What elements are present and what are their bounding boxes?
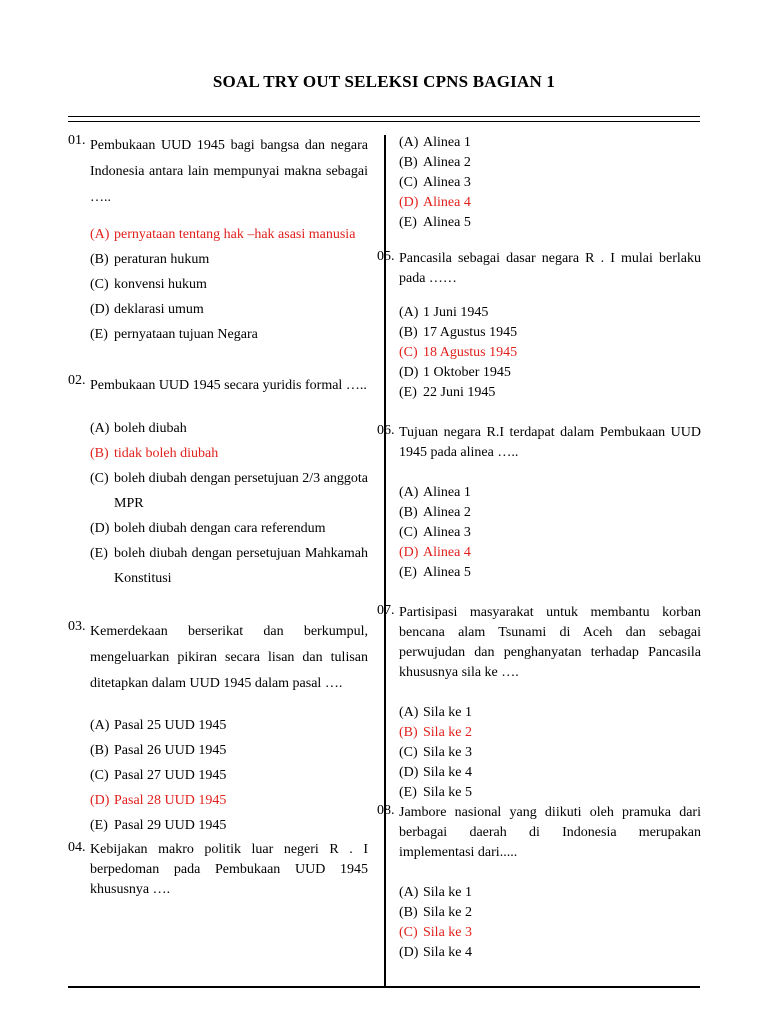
option-label: (A): [399, 885, 419, 900]
option-text: boleh diubah dengan persetujuan Mahkamah Konstitusi: [114, 546, 368, 586]
question-02: [68, 373, 368, 591]
option-text: deklarasi umum: [114, 302, 204, 317]
option-c[interactable]: [377, 343, 701, 363]
option-text: 17 Agustus 1945: [423, 325, 518, 340]
option-label: (E): [399, 785, 417, 800]
option-label: (A): [399, 305, 419, 320]
option-b[interactable]: [68, 441, 368, 466]
option-label: (A): [399, 705, 419, 720]
header-rule-top: [68, 116, 700, 117]
option-d[interactable]: [377, 763, 701, 783]
option-e[interactable]: [68, 813, 368, 838]
option-label: (C): [399, 925, 418, 940]
option-c[interactable]: [68, 763, 368, 788]
question-text: Pembukaan UUD 1945 bagi bangsa dan negara Indonesia antara lain mempunyai makna sebagai …..: [90, 138, 368, 205]
option-label: (D): [399, 945, 419, 960]
option-label: (E): [90, 818, 108, 833]
option-text: Pasal 29 UUD 1945: [114, 818, 227, 833]
option-text: pernyataan tentang hak –hak asasi manusia: [114, 227, 356, 242]
option-d[interactable]: [377, 193, 701, 213]
option-list: [377, 303, 701, 403]
option-label: (B): [399, 725, 418, 740]
question-03: [68, 619, 368, 838]
option-text: 22 Juni 1945: [423, 385, 496, 400]
option-c[interactable]: [377, 923, 701, 943]
option-a[interactable]: [377, 483, 701, 503]
question-06: [377, 423, 701, 583]
option-text: boleh diubah dengan cara referendum: [114, 521, 326, 536]
question-number: 08.: [377, 803, 395, 818]
option-d[interactable]: [68, 297, 368, 322]
option-list: [68, 416, 368, 591]
option-e[interactable]: [377, 783, 701, 803]
option-text: Sila ke 2: [423, 725, 472, 740]
option-label: (B): [399, 155, 418, 170]
question-number: 05.: [377, 249, 395, 264]
option-label: (B): [90, 252, 109, 267]
question-07: [377, 603, 701, 803]
option-b[interactable]: [377, 153, 701, 173]
option-text: Sila ke 3: [423, 745, 472, 760]
question-05: [377, 249, 701, 403]
option-b[interactable]: [377, 903, 701, 923]
option-label: (A): [399, 135, 419, 150]
option-e[interactable]: [68, 541, 368, 591]
question-text: Tujuan negara R.I terdapat dalam Pembukaan UUD 1945 pada alinea …..: [399, 425, 701, 460]
option-list: [68, 222, 368, 347]
option-text: Sila ke 1: [423, 705, 472, 720]
option-text: Pasal 28 UUD 1945: [114, 793, 227, 808]
option-label: (A): [399, 485, 419, 500]
option-b[interactable]: [68, 247, 368, 272]
option-list: [377, 703, 701, 803]
option-text: Sila ke 1: [423, 885, 472, 900]
option-text: 18 Agustus 1945: [423, 345, 518, 360]
question-text: Pancasila sebagai dasar negara R . I mulai berlaku pada ……: [399, 251, 701, 286]
option-c[interactable]: [377, 523, 701, 543]
option-label: (E): [90, 327, 108, 342]
question-number: 04.: [68, 840, 86, 855]
option-text: boleh diubah: [114, 421, 187, 436]
option-c[interactable]: [377, 743, 701, 763]
question-04: [68, 840, 368, 900]
option-text: Alinea 1: [423, 485, 471, 500]
option-text: Sila ke 4: [423, 765, 472, 780]
question-text: Kebijakan makro politik luar negeri R . I berpedoman pada Pembukaan UUD 1945 khususnya ….: [90, 842, 368, 897]
option-text: konvensi hukum: [114, 277, 207, 292]
question-text: Kemerdekaan berserikat dan berkumpul, mengeluarkan pikiran secara lisan dan tulisan ditetapkan dalam UUD 1945 dalam pasal ….: [90, 624, 368, 691]
option-label: (D): [399, 545, 419, 560]
option-label: (B): [399, 325, 418, 340]
option-b[interactable]: [377, 323, 701, 343]
option-d[interactable]: [377, 363, 701, 383]
option-text: 1 Juni 1945: [423, 305, 489, 320]
option-label: (D): [399, 195, 419, 210]
question-04-option-list: [377, 133, 701, 233]
option-text: Alinea 2: [423, 155, 471, 170]
option-text: Pasal 26 UUD 1945: [114, 743, 227, 758]
option-text: Alinea 5: [423, 215, 471, 230]
option-text: Sila ke 4: [423, 945, 472, 960]
option-e[interactable]: [377, 563, 701, 583]
right-column: [377, 133, 701, 963]
option-d[interactable]: [377, 543, 701, 563]
option-d[interactable]: [68, 788, 368, 813]
option-e[interactable]: [377, 383, 701, 403]
option-c[interactable]: [68, 272, 368, 297]
question-number: 01.: [68, 133, 86, 148]
option-a[interactable]: [377, 303, 701, 323]
option-text: boleh diubah dengan persetujuan 2/3 anggota MPR: [114, 471, 368, 511]
option-label: (B): [90, 446, 109, 461]
option-text: Pasal 27 UUD 1945: [114, 768, 227, 783]
question-text: Partisipasi masyarakat untuk membantu korban bencana alam Tsunami di Aceh dan sebagai perwujudan dan penghanyatan terhadap Pancasila khususnya sila ke ….: [399, 605, 701, 680]
option-c[interactable]: [377, 173, 701, 193]
header-rule-bottom: [68, 121, 700, 122]
option-label: (C): [399, 745, 418, 760]
option-a[interactable]: [377, 883, 701, 903]
option-label: (C): [90, 768, 109, 783]
question-number: 03.: [68, 619, 86, 634]
footer-rule: [68, 986, 700, 988]
option-label: (C): [399, 175, 418, 190]
option-label: (B): [399, 505, 418, 520]
option-text: Alinea 2: [423, 505, 471, 520]
option-a[interactable]: [377, 703, 701, 723]
option-text: Alinea 3: [423, 175, 471, 190]
option-label: (C): [399, 525, 418, 540]
option-text: Sila ke 3: [423, 925, 472, 940]
option-label: (D): [90, 793, 110, 808]
option-b[interactable]: [68, 738, 368, 763]
question-01: [68, 133, 368, 347]
question-number: 06.: [377, 423, 395, 438]
option-text: 1 Oktober 1945: [423, 365, 511, 380]
option-label: (C): [90, 471, 109, 486]
option-d[interactable]: [377, 943, 701, 963]
option-label: (D): [399, 365, 419, 380]
option-label: (A): [90, 718, 110, 733]
option-a[interactable]: [68, 222, 368, 247]
left-column: [68, 133, 368, 900]
option-text: peraturan hukum: [114, 252, 210, 267]
option-label: (D): [90, 521, 110, 536]
option-e[interactable]: [377, 213, 701, 233]
option-text: Alinea 3: [423, 525, 471, 540]
option-a[interactable]: [68, 416, 368, 441]
option-label: (C): [399, 345, 418, 360]
page-title: SOAL TRY OUT SELEKSI CPNS BAGIAN 1: [212, 72, 556, 91]
question-number: 07.: [377, 603, 395, 618]
question-text: Jambore nasional yang diikuti oleh pramuka dari berbagai daerah di Indonesia merupakan implementasi dari.....: [399, 805, 701, 860]
option-label: (B): [90, 743, 109, 758]
option-a[interactable]: [68, 713, 368, 738]
question-text: Pembukaan UUD 1945 secara yuridis formal …..: [90, 378, 367, 393]
option-b[interactable]: [377, 723, 701, 743]
option-text: Alinea 4: [423, 545, 471, 560]
option-label: (E): [399, 215, 417, 230]
option-label: (D): [90, 302, 110, 317]
option-label: (D): [399, 765, 419, 780]
question-number: 02.: [68, 373, 86, 388]
option-text: Alinea 1: [423, 135, 471, 150]
option-list: [377, 883, 701, 963]
option-label: (A): [90, 421, 110, 436]
option-label: (C): [90, 277, 109, 292]
option-text: Alinea 4: [423, 195, 471, 210]
option-e[interactable]: [68, 322, 368, 347]
option-a[interactable]: [377, 133, 701, 153]
option-d[interactable]: [68, 516, 368, 541]
option-list: [377, 483, 701, 583]
option-text: pernyataan tujuan Negara: [114, 327, 258, 342]
option-b[interactable]: [377, 503, 701, 523]
option-label: (A): [90, 227, 110, 242]
option-text: tidak boleh diubah: [114, 446, 219, 461]
option-c[interactable]: [68, 466, 368, 516]
option-list: [68, 713, 368, 838]
question-08: [377, 803, 701, 963]
option-label: (B): [399, 905, 418, 920]
option-label: (E): [399, 565, 417, 580]
option-text: Sila ke 5: [423, 785, 472, 800]
option-text: Sila ke 2: [423, 905, 472, 920]
option-text: Pasal 25 UUD 1945: [114, 718, 227, 733]
option-label: (E): [90, 546, 108, 561]
option-text: Alinea 5: [423, 565, 471, 580]
option-label: (E): [399, 385, 417, 400]
